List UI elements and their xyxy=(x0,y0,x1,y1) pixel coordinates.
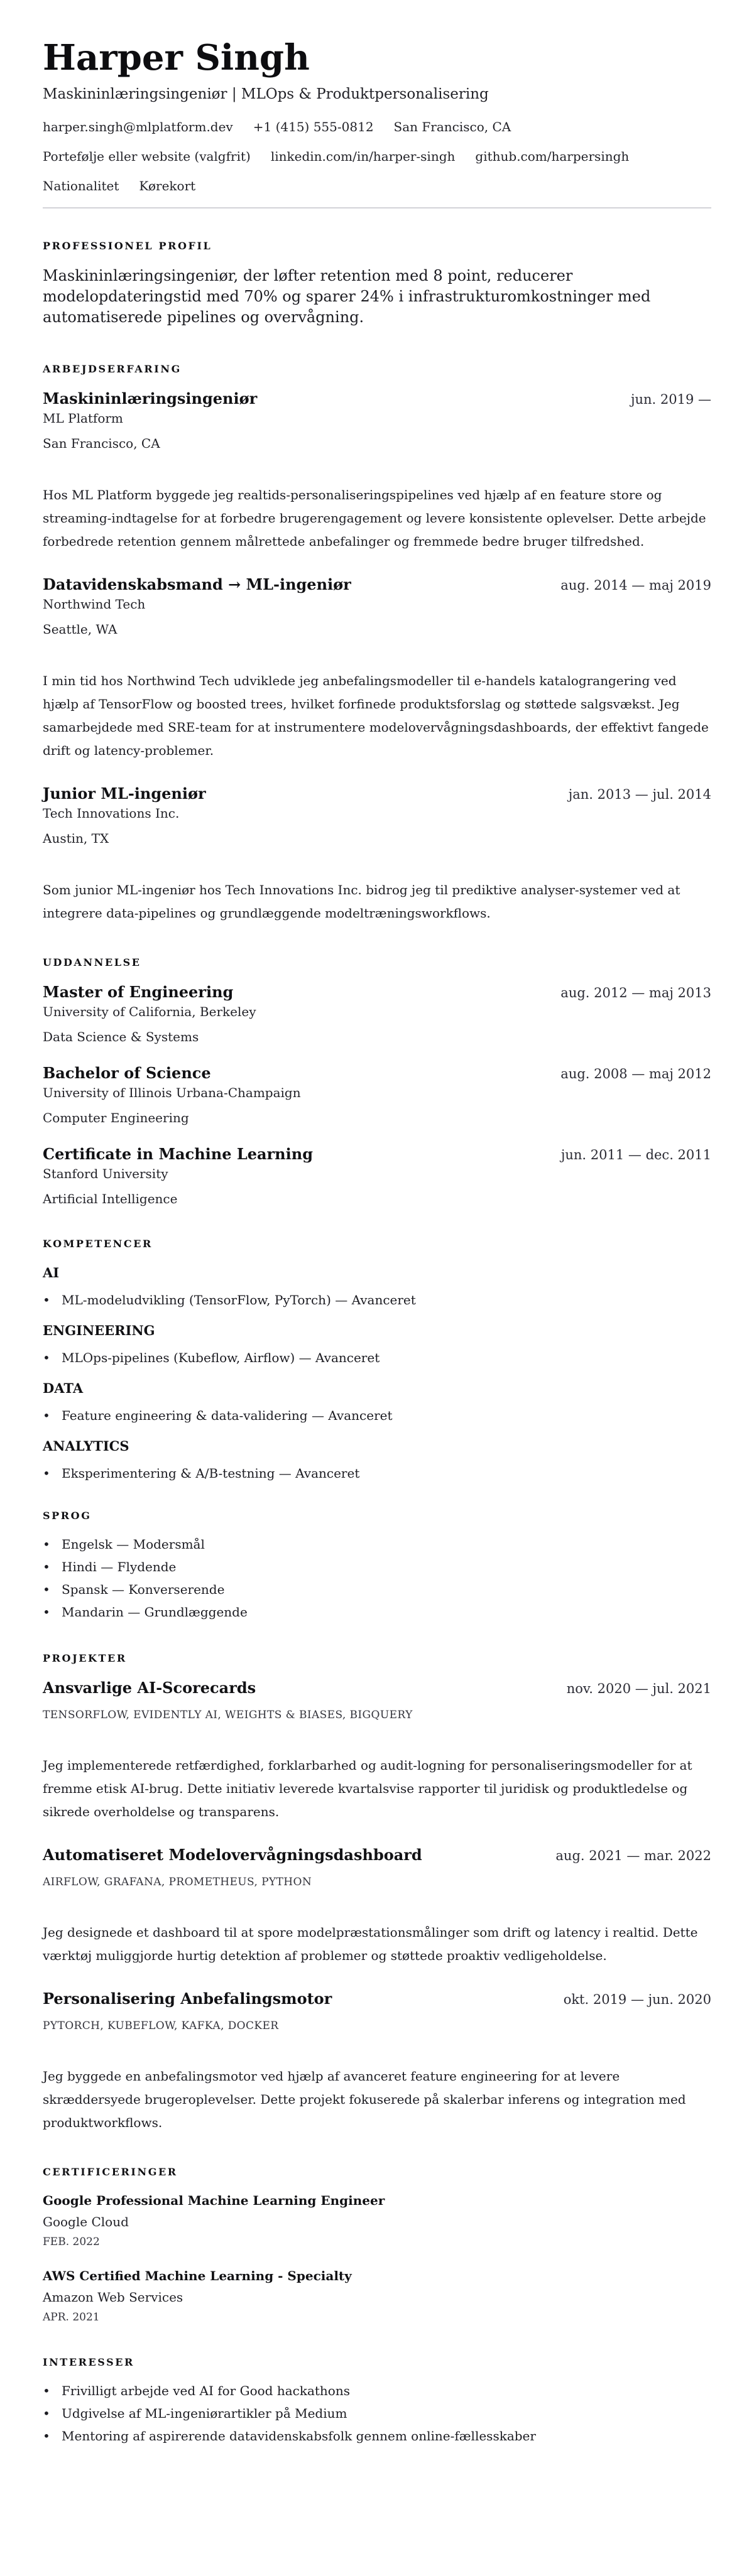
job-description: Som junior ML-ingeniør hos Tech Innovations Inc. bidrog jeg til prediktive analyser-systemer ved at integrere data-pipelines og grundlæggende modeltræningsworkflows. xyxy=(43,882,680,921)
resume-header xyxy=(43,35,711,208)
project-description: Jeg implementerede retfærdighed, forklarbarhed og audit-logning for personaliseringsmodeller for at fremme etisk AI-brug. Dette initiativ leverede kvartalsvise rapporter til juridisk og produktledelse og sikrede overholdelse og transparens. xyxy=(43,1758,692,1819)
field-of-study: Data Science & Systems xyxy=(43,1029,199,1044)
skill-group xyxy=(43,1437,711,1482)
languages-section xyxy=(43,1510,711,1621)
interest-item: • Mentoring af aspirerende datavidenskabsfolk gennem online-fællesskaber xyxy=(43,2427,711,2445)
contact-row xyxy=(43,177,711,195)
interest-item: • Frivilligt arbejde ved AI for Good hackathons xyxy=(43,2382,711,2400)
section-title: UDDANNELSE xyxy=(43,956,141,968)
education-entry xyxy=(43,982,711,1046)
section-title: CERTIFICERINGER xyxy=(43,2166,178,2178)
language-item: • Engelsk — Modersmål xyxy=(43,1535,711,1553)
skill-group xyxy=(43,1379,711,1424)
job-dates: aug. 2014 — maj 2019 xyxy=(560,578,711,593)
language-item: • Mandarin — Grundlæggende xyxy=(43,1603,711,1621)
contact-row xyxy=(43,148,711,165)
header-divider xyxy=(43,207,711,208)
education-dates: aug. 2012 — maj 2013 xyxy=(560,985,711,1000)
skill-item: • Eksperimentering & A/B-testning — Avanceret xyxy=(43,1464,711,1482)
contact-info xyxy=(43,118,711,195)
section-title: ARBEJDSERFARING xyxy=(43,363,182,375)
field-of-study: Computer Engineering xyxy=(43,1110,189,1125)
phone-number[interactable]: +1 (415) 555-0812 xyxy=(253,119,374,134)
project-dates: aug. 2021 — mar. 2022 xyxy=(555,1848,711,1863)
skill-item: • Feature engineering & data-validering — Avanceret xyxy=(43,1407,711,1424)
skill-item: • ML-modeludvikling (TensorFlow, PyTorch) — Avanceret xyxy=(43,1291,711,1309)
email-link[interactable]: harper.singh@mlplatform.dev xyxy=(43,119,233,134)
skill-list xyxy=(43,1464,711,1482)
skills-section xyxy=(43,1238,711,1482)
skill-group-title: DATA xyxy=(43,1380,84,1396)
degree-title: Master of Engineering xyxy=(43,983,234,1001)
job-location: Austin, TX xyxy=(43,831,109,846)
section-title: PROFESSIONEL PROFIL xyxy=(43,240,212,252)
language-list xyxy=(43,1535,711,1621)
project-title: Personalisering Anbefalingsmotor xyxy=(43,1989,332,2008)
github-link[interactable]: github.com/harpersingh xyxy=(475,149,630,164)
drivers-license: Kørekort xyxy=(139,178,196,193)
degree-title: Certificate in Machine Learning xyxy=(43,1145,313,1163)
skill-list xyxy=(43,1291,711,1309)
section-title: INTERESSER xyxy=(43,2356,134,2368)
project-dates: nov. 2020 — jul. 2021 xyxy=(566,1681,711,1696)
project-description: Jeg designede et dashboard til at spore modelpræstationsmålinger som drift og latency i realtid. Dette værktøj muliggjorde hurtig detektion af problemer og støttede proaktiv vedligeholdelse. xyxy=(43,1925,698,1963)
education-dates: jun. 2011 — dec. 2011 xyxy=(560,1147,711,1162)
company-name: Tech Innovations Inc. xyxy=(43,806,180,821)
degree-title: Bachelor of Science xyxy=(43,1064,211,1082)
certification-entry xyxy=(43,2267,711,2325)
job-location: San Francisco, CA xyxy=(43,436,160,451)
certification-issuer: Amazon Web Services xyxy=(43,2290,183,2305)
interest-item: • Udgivelse af ML-ingeniørartikler på Medium xyxy=(43,2405,711,2422)
job-title: Junior ML-ingeniør xyxy=(43,784,206,803)
location: San Francisco, CA xyxy=(393,119,511,134)
skill-group-title: ENGINEERING xyxy=(43,1323,155,1338)
experience-section xyxy=(43,363,711,925)
skill-group-title: AI xyxy=(43,1265,60,1280)
nationality: Nationalitet xyxy=(43,178,119,193)
project-tech-stack: PYTORCH, KUBEFLOW, KAFKA, DOCKER xyxy=(43,2020,279,2032)
job-description: Hos ML Platform byggede jeg realtids-personaliseringspipelines ved hjælp af en feature store og streaming-indtagelse for at forbedre brugerengagement og levere konsistente oplevelser. Dette arbejde forbedrede retention gennem målrettede anbefalinger og fremmede bedre bruger tilfredshed. xyxy=(43,487,706,549)
certification-issuer: Google Cloud xyxy=(43,2214,129,2229)
experience-entry xyxy=(43,575,711,762)
linkedin-link[interactable]: linkedin.com/in/harper-singh xyxy=(270,149,456,164)
experience-entry xyxy=(43,389,711,553)
section-title: KOMPETENCER xyxy=(43,1238,153,1250)
skill-group xyxy=(43,1264,711,1309)
skill-group-title: ANALYTICS xyxy=(43,1438,129,1454)
interests-section xyxy=(43,2356,711,2445)
school-name: University of Illinois Urbana-Champaign xyxy=(43,1085,301,1100)
skill-list xyxy=(43,1407,711,1424)
profile-summary: Maskininlæringsingeniør, der løfter retention med 8 point, reducerer modelopdateringstid med 70% og sparer 24% i infrastrukturomkostninger med automatiserede pipelines og overvågning. xyxy=(43,267,651,326)
project-dates: okt. 2019 — jun. 2020 xyxy=(563,1992,711,2007)
certification-name: AWS Certified Machine Learning - Specialty xyxy=(43,2268,352,2283)
section-title: PROJEKTER xyxy=(43,1652,127,1664)
job-title: Maskininlæringsingeniør xyxy=(43,389,258,408)
job-location: Seattle, WA xyxy=(43,622,117,637)
experience-entry xyxy=(43,784,711,925)
skill-list xyxy=(43,1349,711,1366)
certifications-section xyxy=(43,2166,711,2325)
job-title: Datavidenskabsmand → ML-ingeniør xyxy=(43,575,351,593)
project-entry xyxy=(43,1678,711,1824)
projects-section xyxy=(43,1652,711,2135)
job-description: I min tid hos Northwind Tech udviklede jeg anbefalingsmodeller til e-handels katalograngering ved hjælp af TensorFlow og boosted trees, hvilket forfinede produktsforslag og støttede salgsvækst. Jeg samarbejdede med SRE-team for at instrumentere modelovervågningsdashboards, der effektivt fangede drift og latency-problemer. xyxy=(43,673,709,758)
skill-item: • MLOps-pipelines (Kubeflow, Airflow) — Avanceret xyxy=(43,1349,711,1366)
job-dates: jun. 2019 — xyxy=(630,392,711,407)
company-name: ML Platform xyxy=(43,411,123,426)
certification-name: Google Professional Machine Learning Engineer xyxy=(43,2193,385,2208)
project-description: Jeg byggede en anbefalingsmotor ved hjælp af avanceret feature engineering for at levere skræddersyede brugeroplevelser. Dette projekt fokuserede på skalerbar inferens og integration med produktworkflows. xyxy=(43,2069,686,2130)
field-of-study: Artificial Intelligence xyxy=(43,1191,178,1206)
education-entry xyxy=(43,1063,711,1127)
skill-group xyxy=(43,1321,711,1366)
portfolio-link[interactable]: Portefølje eller website (valgfrit) xyxy=(43,149,251,164)
candidate-headline: Maskininlæringsingeniør | MLOps & Produktpersonalisering xyxy=(43,86,489,102)
job-dates: jan. 2013 — jul. 2014 xyxy=(568,787,711,802)
school-name: Stanford University xyxy=(43,1166,168,1181)
company-name: Northwind Tech xyxy=(43,597,146,612)
project-entry xyxy=(43,1845,711,1967)
project-entry xyxy=(43,1989,711,2135)
project-title: Automatiseret Modelovervågningsdashboard xyxy=(43,1846,422,1864)
certification-date: FEB. 2022 xyxy=(43,2236,100,2248)
contact-row xyxy=(43,118,711,136)
candidate-name: Harper Singh xyxy=(43,37,310,78)
certification-entry xyxy=(43,2192,711,2249)
project-tech-stack: TENSORFLOW, EVIDENTLY AI, WEIGHTS & BIASES, BIGQUERY xyxy=(43,1709,413,1721)
section-title: SPROG xyxy=(43,1510,92,1522)
project-tech-stack: AIRFLOW, GRAFANA, PROMETHEUS, PYTHON xyxy=(43,1876,312,1888)
certification-date: APR. 2021 xyxy=(43,2311,100,2324)
education-section xyxy=(43,956,711,1208)
profile-section xyxy=(43,240,711,328)
language-item: • Hindi — Flydende xyxy=(43,1558,711,1576)
language-item: • Spansk — Konverserende xyxy=(43,1581,711,1598)
education-dates: aug. 2008 — maj 2012 xyxy=(560,1066,711,1081)
project-title: Ansvarlige AI-Scorecards xyxy=(43,1679,256,1697)
education-entry xyxy=(43,1144,711,1208)
interest-list xyxy=(43,2382,711,2445)
school-name: University of California, Berkeley xyxy=(43,1004,256,1019)
